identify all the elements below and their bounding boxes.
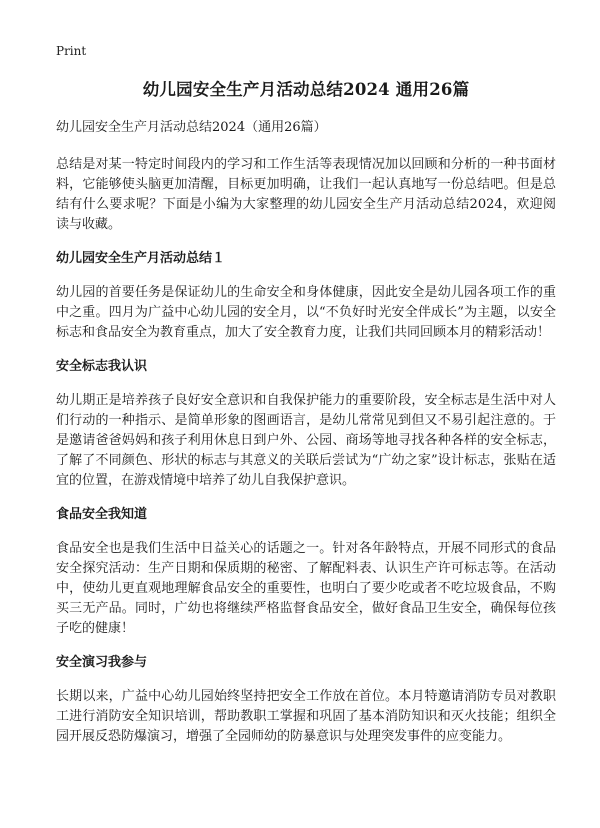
print-link[interactable]: Print [56, 44, 87, 58]
intro-paragraph: 总结是对某一特定时间段内的学习和工作生活等表现情况加以回顾和分析的一种书面材料，它能够使头脑更加清醒，目标更加明确，让我们一起认真地写一份总结吧。但是总结有什么要求呢？下面是小编为大家整理的幼儿园安全生产月活动总结2024，欢迎阅读与收藏。 [56, 157, 556, 232]
section-heading-summary-1: 幼儿园安全生产月活动总结１ [56, 251, 226, 266]
document-subtitle: 幼儿园安全生产月活动总结2024（通用26篇） [56, 120, 327, 135]
section-body-safety-signs: 幼儿期正是培养孩子良好安全意识和自我保护能力的重要阶段，安全标志是生活中对人们行动的一种指示、是简单形象的图画语言，是幼儿常常见到但又不易引起注意的。于是邀请爸爸妈妈和孩子利用休息日到户外、公园、商场等地寻找各种各样的安全标志，了解了不同颜色、形状的标志与其意义的关联后尝试为“广幼之家”设计标志，张贴在适宜的位置，在游戏情境中培养了幼儿自我保护意识。 [56, 393, 556, 488]
section-heading-safety-drill: 安全演习我参与 [56, 655, 148, 670]
section-heading-safety-signs: 安全标志我认识 [56, 359, 148, 374]
section-heading-food-safety: 食品安全我知道 [56, 507, 148, 522]
document-title: 幼儿园安全生产月活动总结2024 通用26篇 [142, 80, 470, 99]
section-body-food-safety: 食品安全也是我们生活中日益关心的话题之一。针对各年龄特点，开展不同形式的食品安全探究活动：生产日期和保质期的秘密、了解配料表、认识生产许可标志等。在活动中，使幼儿更直观地理解食品安全的重要性，也明白了要少吃或者不吃垃圾食品，不购买三无产品。同时，广幼也将继续严格监督食品安全，做好食品卫生安全，确保每位孩子吃的健康！ [56, 541, 556, 636]
section-body-safety-drill: 长期以来，广益中心幼儿园始终坚持把安全工作放在首位。本月特邀请消防专员对教职工进行消防安全知识培训，帮助教职工掌握和巩固了基本消防知识和灭火技能；组织全园开展反恐防爆演习，增强了全园师幼的防暴意识与处理突发事件的应变能力。 [56, 689, 556, 744]
section-body-summary-1: 幼儿园的首要任务是保证幼儿的生命安全和身体健康，因此安全是幼儿园各项工作的重中之重。四月为广益中心幼儿园的安全月，以“不负好时光安全伴成长”为主题，以安全标志和食品安全为教育重点，加大了安全教育力度，让我们共同回顾本月的精彩活动！ [56, 285, 556, 340]
